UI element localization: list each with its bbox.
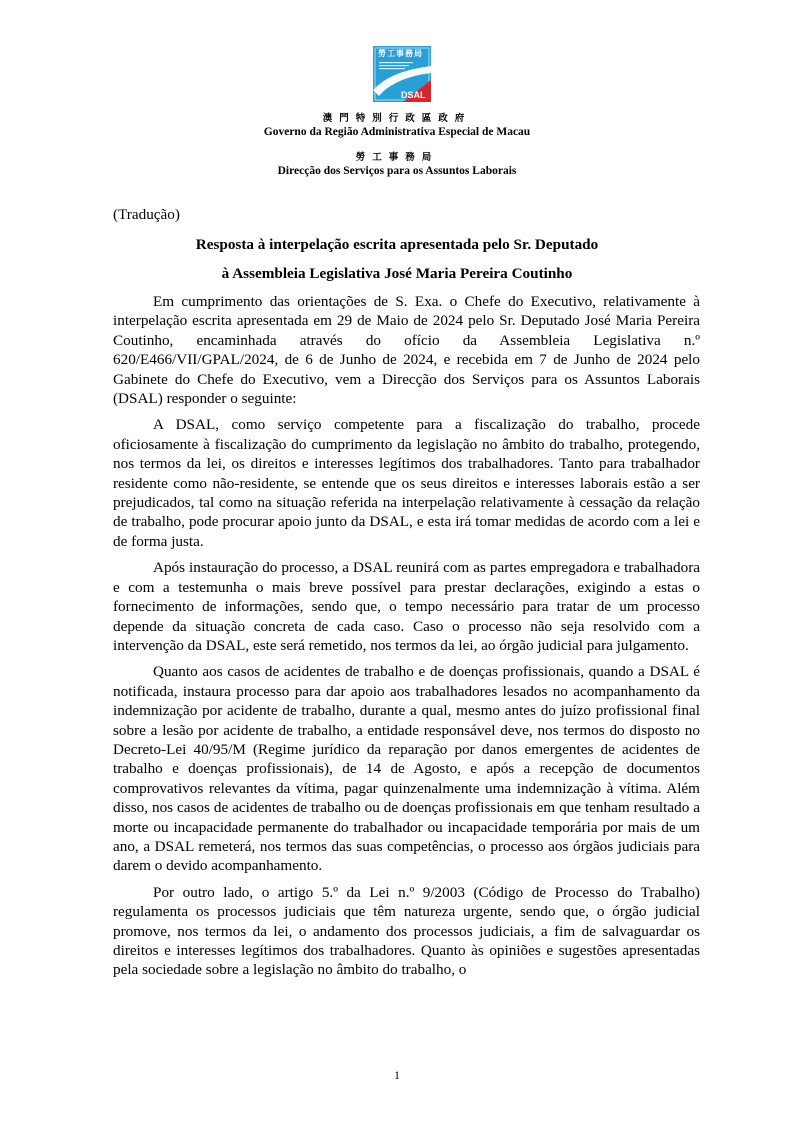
paragraph: Após instauração do processo, a DSAL reunirá com as partes empregadora e trabalhadora e com a testemunha o mais breve possível para prestar declarações, exigindo a estas o fornecimento de informações, sendo que, o tempo necessário para tratar de um processo depende da situação concreta de cada caso. Caso o processo não seja resolvido com a intervenção da DSAL, este será remetido, nos termos da lei, ao órgão judicial para julgamento. xyxy=(113,559,700,654)
logo-brand-text: DSAL xyxy=(401,90,426,100)
government-name-portuguese: Governo da Região Administrativa Especial de Macau xyxy=(263,126,531,138)
document-title-line-1: Resposta à interpelação escrita apresentada pelo Sr. Deputado xyxy=(195,236,599,253)
paragraph: Por outro lado, o artigo 5.º da Lei n.º 9/2003 (Código de Processo do Trabalho) regulamenta os processos judiciais que têm natureza urgente, sendo que, o órgão judicial promove, nos termos da lei, o andamento dos processos judiciais, a fim de salvaguardar os direitos e interesses legítimos dos trabalhadores. Quanto às opiniões e sugestões apresentadas pela sociedade sobre a legislação no âmbito do trabalho, o xyxy=(113,883,700,979)
document-body xyxy=(113,292,700,987)
logo-chinese-text: 勞工事務局 xyxy=(378,49,423,58)
paragraph: Em cumprimento das orientações de S. Exa. o Chefe do Executivo, relativamente à interpelação escrita apresentada em 29 de Maio de 2024 pelo Sr. Deputado José Maria Pereira Coutinho, encaminhada através do ofício da Assembleia Legislativa n.º 620/E466/VII/GPAL/2024, de 6 de Junho de 2024, e recebida em 7 de Junho de 2024 pelo Gabinete do Chefe do Executivo, vem a Direcção dos Serviços para os Assuntos Laborais (DSAL) responder o seguinte: xyxy=(113,293,700,408)
translation-note: (Tradução) xyxy=(113,206,180,223)
document-title-line-2: à Assembleia Legislativa José Maria Pereira Coutinho xyxy=(221,265,573,282)
government-name-chinese: 澳門特別行政區政府 xyxy=(322,113,472,124)
department-name-portuguese: Direcção dos Serviços para os Assuntos Laborais xyxy=(277,165,517,177)
department-name-chinese: 勞工事務局 xyxy=(355,152,439,163)
page-number: 1 xyxy=(394,1070,400,1082)
paragraph: A DSAL, como serviço competente para a fiscalização do trabalho, procede oficiosamente à fiscalização do cumprimento da legislação no âmbito do trabalho, protegendo, nos termos da lei, os direitos e interesses legítimos dos trabalhadores. Tanto para trabalhador residente como não-residente, se entende que os seus direitos e interesses laborais estão a ser prejudicados, tal como na situação referida na interpelação relativamente à cessação da relação de trabalho, pode procurar apoio junto da DSAL, e esta irá tomar medidas de acordo com a lei e de forma justa. xyxy=(113,416,700,550)
paragraph: Quanto aos casos de acidentes de trabalho e de doenças profissionais, quando a DSAL é notificada, instaura processo para dar apoio aos trabalhadores lesados no acompanhamento da indemnização por acidente de trabalho, durante a qual, mesmo antes do juízo profissional final sobre a lesão por acidente de trabalho, a entidade responsável deve, nos termos do disposto no Decreto-Lei 40/95/M (Regime jurídico da reparação por danos emergentes de acidentes de trabalho e doenças profissionais), de 14 de Agosto, e após a recepção de documentos comprovativos relevantes da vítima, pagar quinzenalmente uma indemnização à vítima. Além disso, nos casos de acidentes de trabalho ou de doenças profissionais em que tenham resultado a morte ou incapacidade permanente do trabalhador ou incapacidade temporária por mais de um ano, a DSAL remeterá, nos termos das suas competências, o processo aos órgãos judiciais para darem o devido acompanhamento. xyxy=(113,663,700,875)
